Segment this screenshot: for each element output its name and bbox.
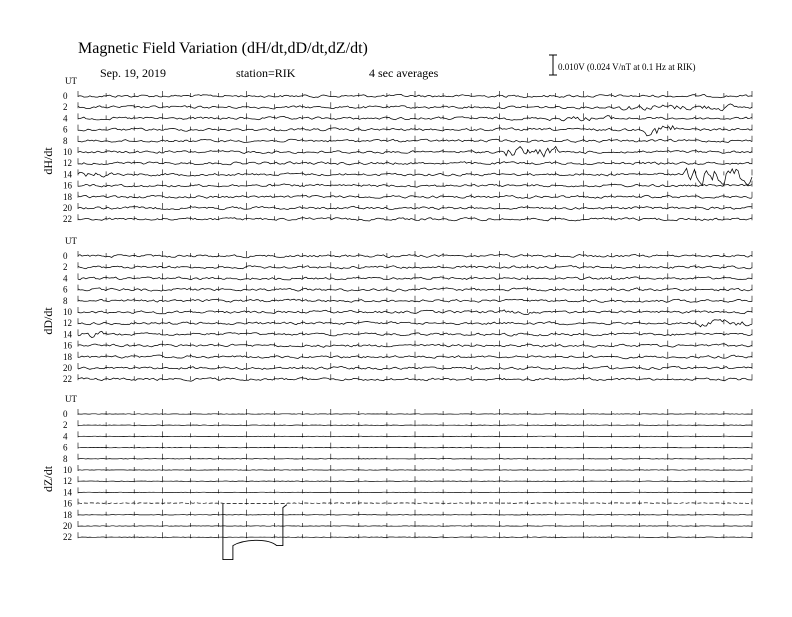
station-label: station=RIK bbox=[236, 66, 296, 80]
row-ticks bbox=[78, 285, 752, 291]
hour-tick-label: 6 bbox=[63, 285, 68, 295]
hour-tick-label: 16 bbox=[63, 181, 73, 191]
scale-bar bbox=[549, 55, 557, 75]
row-ticks bbox=[78, 329, 752, 335]
chart-title: Magnetic Field Variation (dH/dt,dD/dt,dZ/dt) bbox=[78, 40, 368, 57]
hour-tick-label: 2 bbox=[63, 420, 68, 430]
hour-tick-label: 2 bbox=[63, 262, 68, 272]
row-ticks bbox=[78, 214, 752, 220]
hour-tick-label: 2 bbox=[63, 102, 68, 112]
hour-tick-label: 20 bbox=[63, 203, 73, 213]
hour-tick-label: 18 bbox=[63, 510, 73, 520]
panel-dh-dt bbox=[41, 76, 752, 224]
hour-tick-label: 14 bbox=[63, 487, 73, 497]
dz-step-trace bbox=[223, 504, 287, 560]
hour-tick-label: 0 bbox=[63, 251, 68, 261]
hour-tick-label: 18 bbox=[63, 352, 73, 362]
hour-tick-label: 4 bbox=[63, 431, 68, 441]
averaging-label: 4 sec averages bbox=[369, 66, 439, 80]
hour-tick-label: 12 bbox=[63, 158, 72, 168]
panel-ylabel: dH/dt bbox=[41, 147, 55, 175]
chart-header bbox=[78, 40, 696, 80]
panels-group bbox=[41, 76, 752, 560]
row-ticks bbox=[78, 203, 752, 209]
ut-label: UT bbox=[65, 76, 77, 86]
hour-tick-label: 14 bbox=[63, 329, 73, 339]
ut-label: UT bbox=[65, 236, 77, 246]
panel-ylabel: dD/dt bbox=[41, 307, 55, 335]
hour-tick-label: 16 bbox=[63, 341, 73, 351]
hour-tick-label: 14 bbox=[63, 169, 73, 179]
panel-dd-dt bbox=[41, 236, 752, 384]
hour-tick-label: 4 bbox=[63, 273, 68, 283]
ut-label: UT bbox=[65, 394, 77, 404]
hour-tick-label: 22 bbox=[63, 374, 72, 384]
row-ticks bbox=[78, 125, 752, 131]
hour-tick-label: 10 bbox=[63, 465, 73, 475]
row-ticks bbox=[78, 136, 752, 142]
hour-tick-label: 18 bbox=[63, 192, 73, 202]
chart-date: Sep. 19, 2019 bbox=[100, 66, 166, 80]
hour-tick-label: 16 bbox=[63, 499, 73, 509]
hour-tick-label: 22 bbox=[63, 214, 72, 224]
hour-tick-label: 8 bbox=[63, 296, 68, 306]
hour-tick-label: 12 bbox=[63, 476, 72, 486]
panel-dz-dt bbox=[41, 394, 752, 560]
row-ticks bbox=[78, 102, 752, 108]
hour-tick-label: 10 bbox=[63, 147, 73, 157]
hour-tick-label: 20 bbox=[63, 363, 73, 373]
hour-tick-label: 22 bbox=[63, 532, 72, 542]
hour-tick-label: 10 bbox=[63, 307, 73, 317]
hour-tick-label: 0 bbox=[63, 409, 68, 419]
hour-tick-label: 20 bbox=[63, 521, 73, 531]
hour-tick-label: 4 bbox=[63, 113, 68, 123]
row-ticks bbox=[78, 251, 752, 257]
hour-tick-label: 6 bbox=[63, 443, 68, 453]
hour-tick-label: 8 bbox=[63, 454, 68, 464]
scale-label: 0.010V (0.024 V/nT at 0.1 Hz at RIK) bbox=[558, 62, 696, 72]
hour-tick-label: 12 bbox=[63, 318, 72, 328]
hour-tick-label: 0 bbox=[63, 91, 68, 101]
hour-tick-label: 6 bbox=[63, 125, 68, 135]
hour-tick-label: 8 bbox=[63, 136, 68, 146]
panel-ylabel: dZ/dt bbox=[41, 465, 55, 492]
